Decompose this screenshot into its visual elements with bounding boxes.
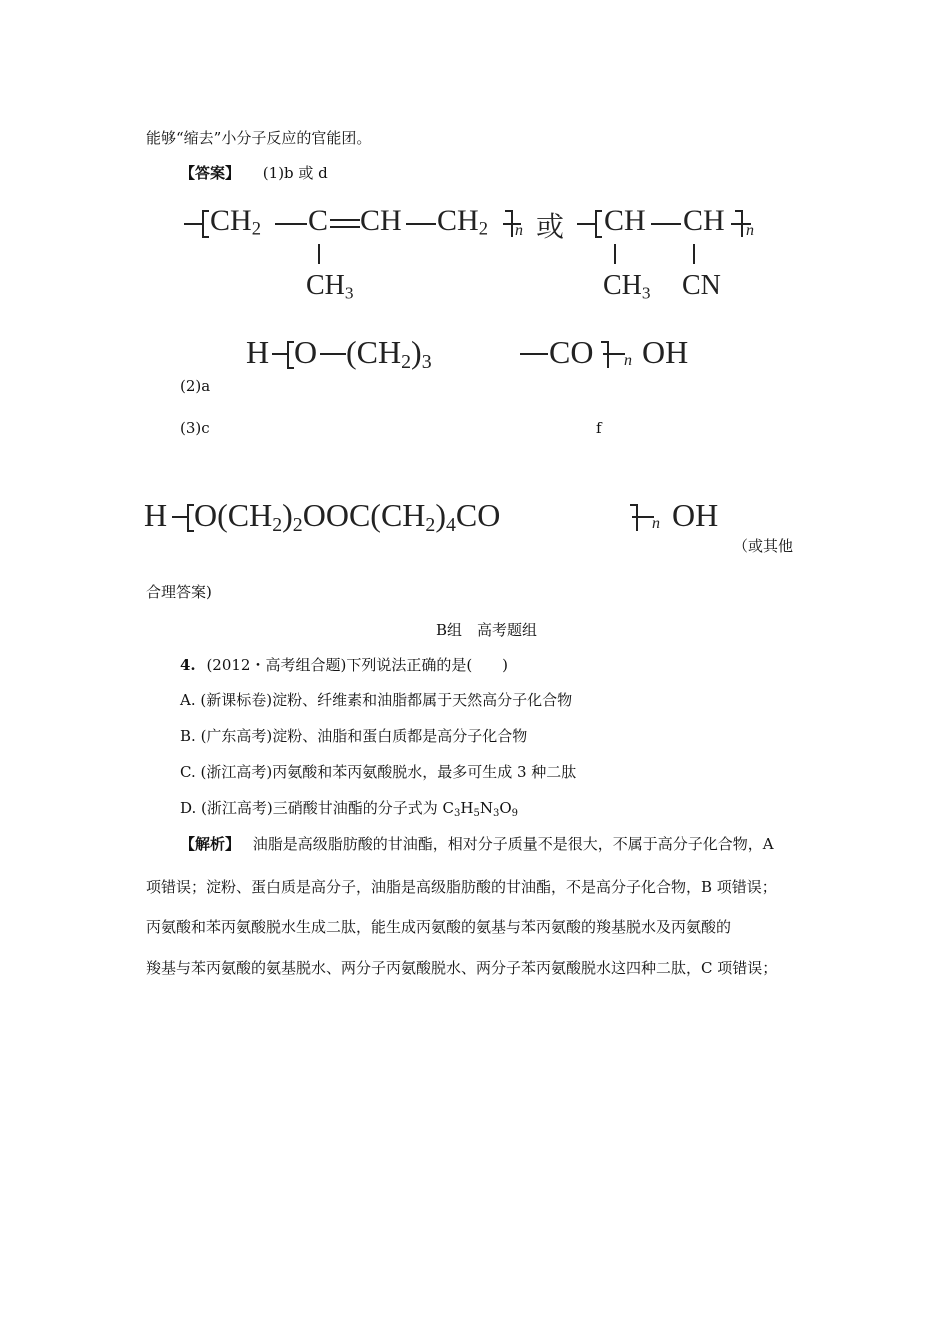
formula2-n: n [746,222,754,239]
formula2-left-bracket-bottom [595,236,602,238]
formula2-left-bracket [595,210,597,237]
analysis-line-1 [180,834,774,854]
option-b-text: (广东高考)淀粉、油脂和蛋白质都是高分子化合物 [200,727,528,745]
formula2-ch-b: CH [683,204,725,237]
formula3-o: O [294,334,318,370]
intro-line: 能够“缩去”小分子反应的官能团。 [146,129,372,147]
question-number: 4. [180,656,196,674]
formula4-right-dash [632,516,654,518]
option-d [180,798,518,824]
formula4-n: n [652,515,660,532]
answer-part3-f: f [596,419,602,437]
formula1-bond-2 [406,223,436,225]
formula2-vertical-bond-a [614,244,616,264]
option-d-letter: D. [180,799,197,817]
analysis-line-2: 项错误；淀粉、蛋白质是高分子，油脂是高级脂肪酸的甘油酯，不是高分子化合物，B 项错误； [146,878,777,896]
formula4-left-bracket [187,504,189,531]
analysis-line-4: 羧基与苯丙氨酸的氨基脱水、两分子丙氨酸脱水、两分子苯丙氨酸脱水这四种二肽，C 项错误； [146,959,778,977]
option-d-text: (浙江高考)三硝酸甘油酯的分子式为 $C_3H_5N_3O_9$ [201,799,519,819]
option-b [180,726,527,746]
answer-row-1 [180,163,328,183]
formula2-ch3: $CH_3$ [603,270,651,303]
formula3-oh: OH [642,334,689,370]
formula1-n: n [515,222,523,239]
formula3-h: H [246,334,270,370]
formula3-co: CO [549,334,594,370]
answer-other-end: 合理答案) [146,583,212,601]
section-title: B组 高考题组 [436,621,538,639]
formula1-left-bracket-bottom [202,236,209,238]
formula1-bond-1 [275,223,307,225]
option-a-text: (新课标卷)淀粉、纤维素和油脂都属于天然高分子化合物 [200,691,573,709]
formula1-ch3: $CH_3$ [306,270,354,303]
formula2-left-dash [577,223,595,225]
option-c-letter: C. [180,763,196,781]
formula1-right-bracket-top [505,210,512,212]
formula1-double-bond-a [330,219,360,221]
answer-part2: (2)a [180,377,211,395]
formula4-h: H [144,497,168,533]
analysis-line-3: 丙氨酸和苯丙氨酸脱水生成二肽，能生成丙氨酸的氨基与苯丙氨酸的羧基脱水及丙氨酸的 [146,918,732,936]
formula4-left-bracket-top [187,504,194,506]
question-stem [180,655,508,675]
formula2-left-bracket-top [595,210,602,212]
formula1-ch: CH [360,204,402,237]
formula3-right-bracket [607,341,609,368]
option-b-letter: B. [180,727,196,745]
formula1-or: 或 [536,210,565,243]
formula3-left-bracket [287,341,289,368]
formula2-vertical-bond-b [693,244,695,264]
answer-part1: (1)b 或 d [262,164,328,182]
formula2-ch-a: CH [604,204,646,237]
option-c-text: (浙江高考)丙氨酸和苯丙氨酸脱水，最多可生成 3 种二肽 [200,763,577,781]
formula3-bond-1 [320,353,346,355]
answer-part3: (3)c [180,419,210,437]
question-stem-text: (2012・高考组合题)下列说法正确的是( ) [206,656,509,674]
formula3-ch2: $(CH_2)_3$ [346,334,432,373]
option-a [180,690,572,710]
formula3-bond-2 [520,353,548,355]
formula2-bond [651,223,681,225]
formula3-left-bracket-top [287,341,294,343]
formula4-body: $O(CH_2)_2OOC(CH_2)_4CO$ [194,497,501,536]
analysis-text-1: 油脂是高级脂肪酸的甘油酯，相对分子质量不是很大，不属于高分子化合物，A [252,835,774,853]
formula1-left-dash [184,223,202,225]
analysis-label: 【解析】 [180,835,241,853]
formula3-left-dash [272,353,288,355]
formula1-left-bracket [202,210,204,237]
formula4-right-bracket-top [630,504,637,506]
option-c [180,762,576,782]
formula4-oh: OH [672,497,719,533]
formula1-ch2: $CH_2$ [210,204,261,240]
formula1-ch2b: $CH_2$ [437,204,488,240]
formula3-n: n [624,352,632,369]
answer-label: 【答案】 [180,164,241,182]
formula1-left-bracket-top [202,210,209,212]
formula4-left-bracket-bottom [187,530,194,532]
formula1-vertical-bond [318,244,320,264]
formula1-c: C [308,204,329,237]
formula2-cn: CN [682,270,721,301]
formula3-left-bracket-bottom [287,367,294,369]
answer-other-suffix: （或其他 [733,537,794,555]
formula3-right-dash [603,353,625,355]
option-a-letter: A. [180,691,196,709]
formula4-left-dash [172,516,188,518]
formula1-double-bond-b [330,226,360,228]
formula4-right-bracket [636,504,638,531]
formula2-right-bracket-top [735,210,742,212]
formula3-right-bracket-top [601,341,608,343]
